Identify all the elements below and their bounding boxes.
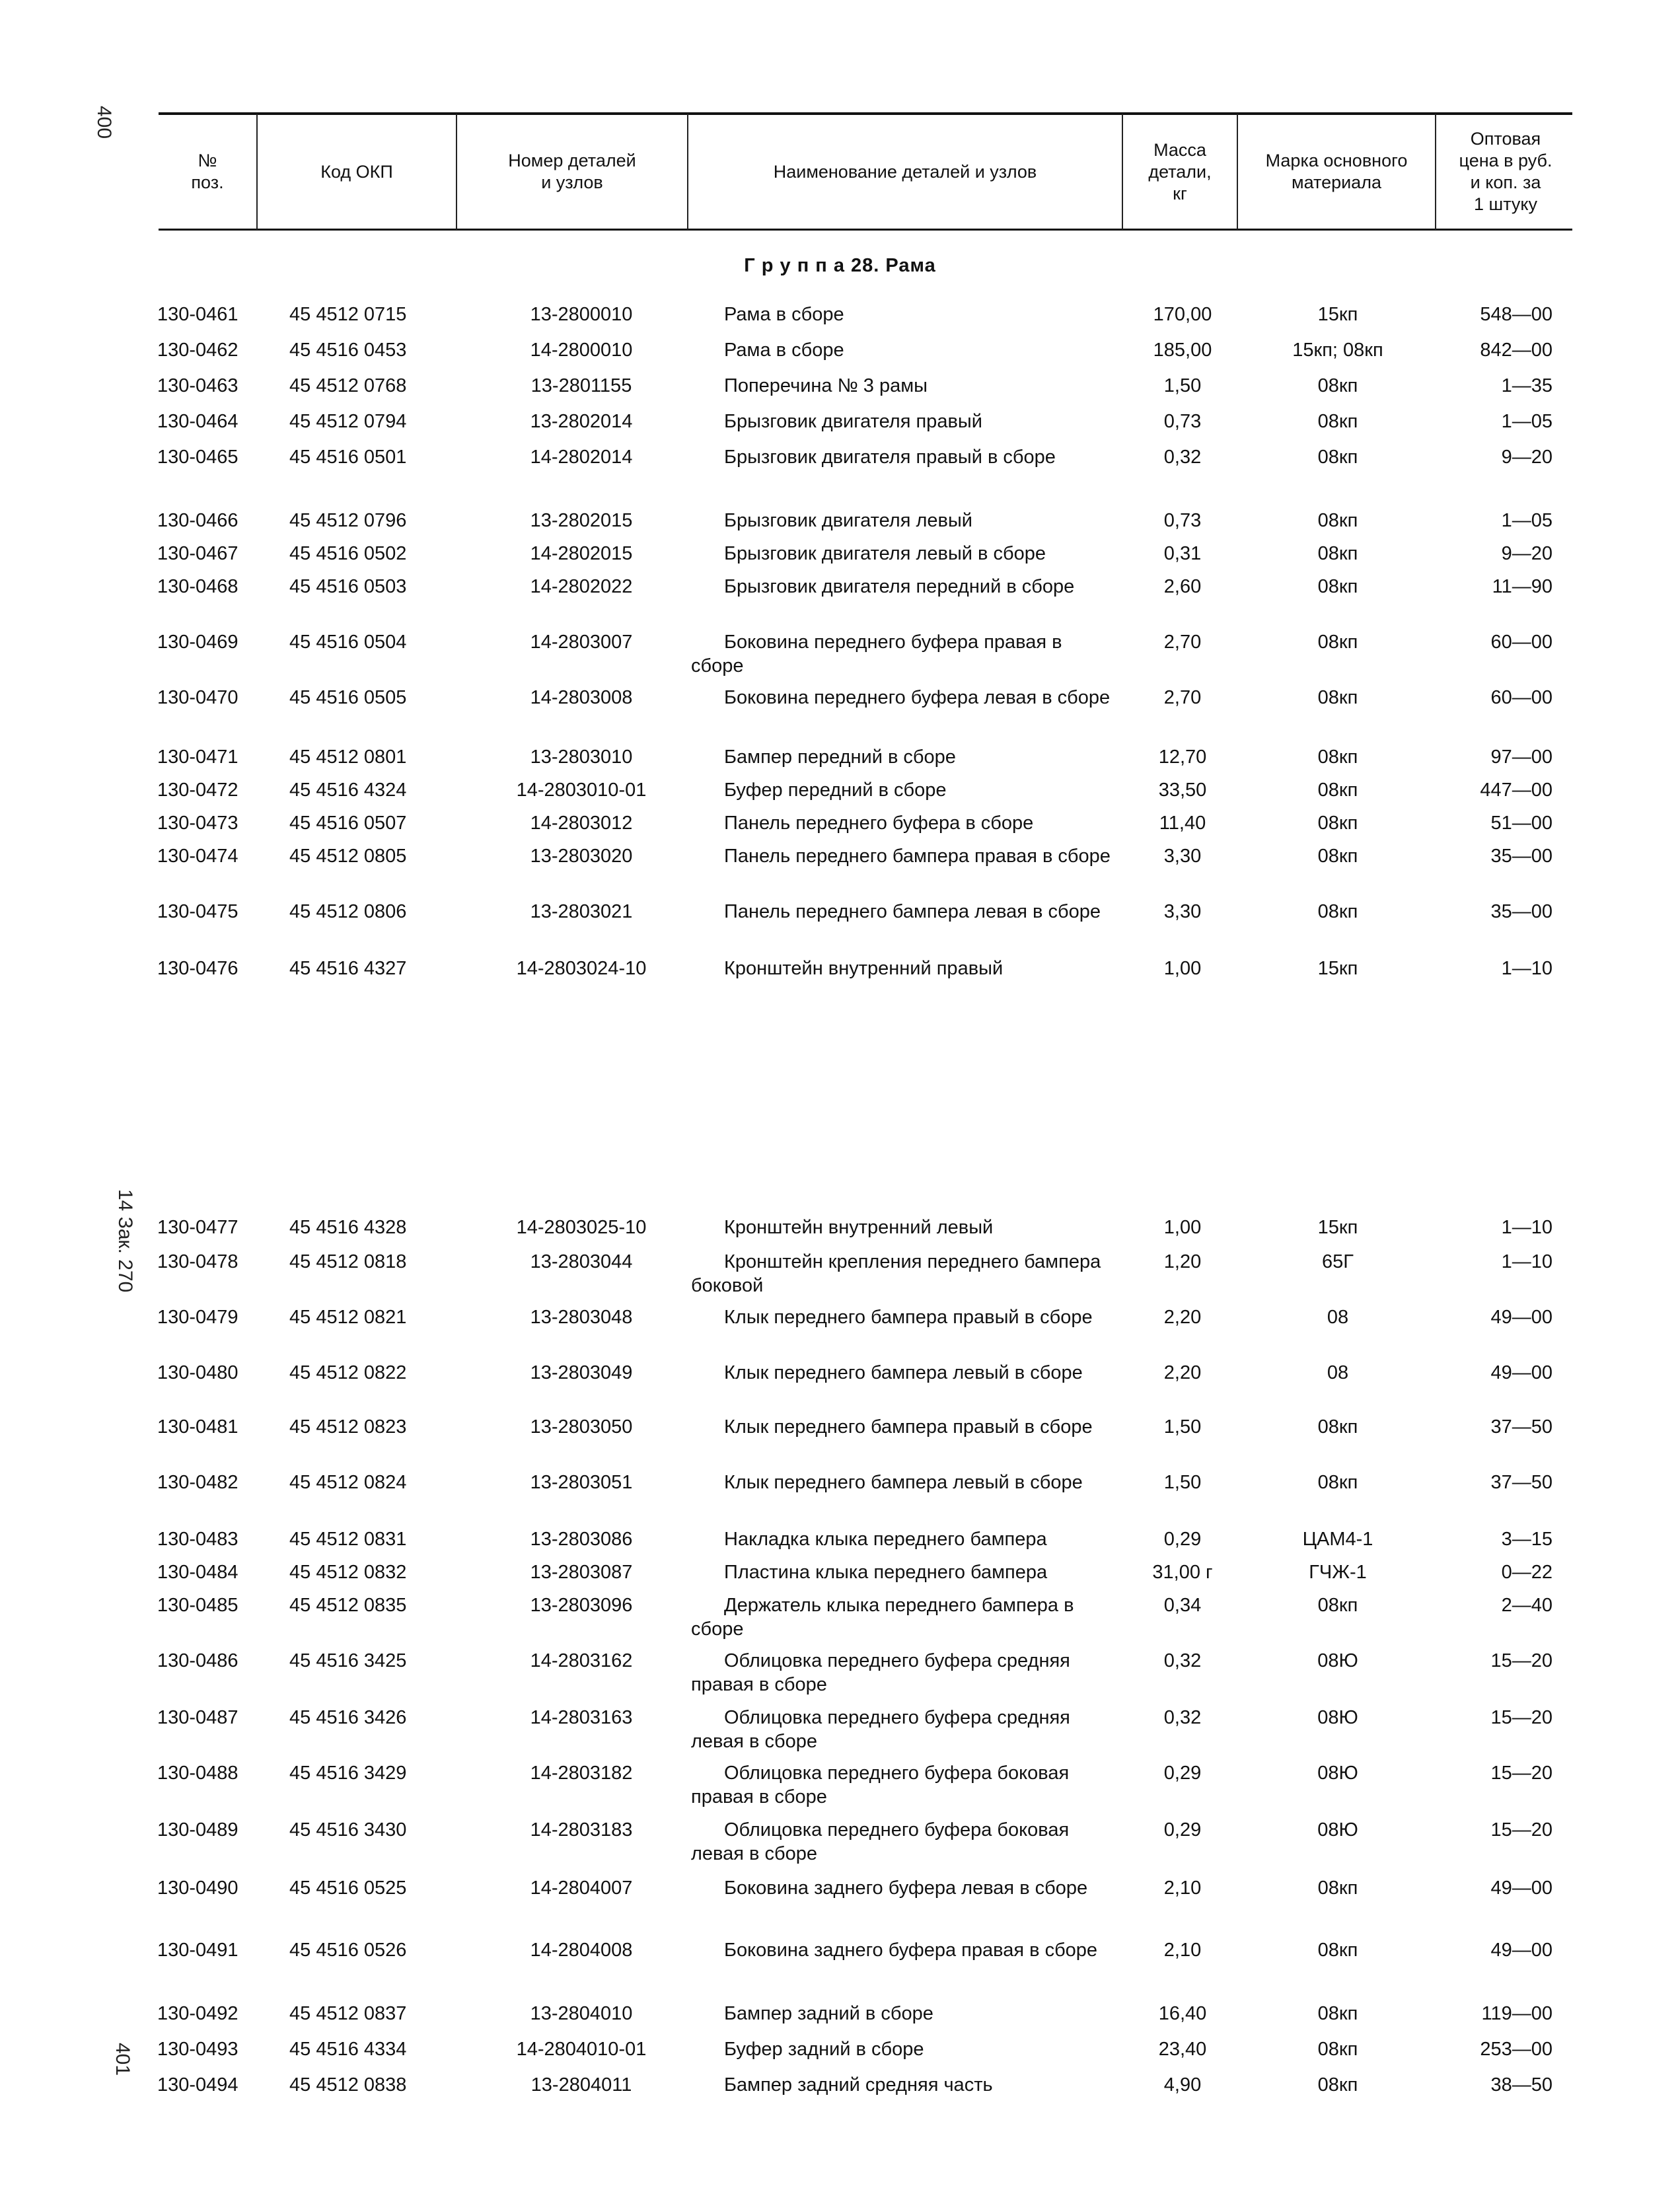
okp-code: 45 4512 0715 bbox=[289, 304, 407, 325]
price: 3—15 bbox=[1501, 1529, 1552, 1550]
material: 08кп bbox=[1317, 846, 1358, 867]
part-number: 14-2803162 bbox=[530, 1650, 633, 1671]
material: 08кп bbox=[1317, 2039, 1358, 2060]
okp-code: 45 4516 0526 bbox=[289, 1940, 407, 1961]
part-name: Брызговик двигателя передний в сборе bbox=[724, 576, 1075, 597]
part-number: 14-2803012 bbox=[530, 813, 633, 834]
part-name: Панель переднего бампера левая в сборе bbox=[724, 901, 1101, 922]
part-number: 14-2802015 bbox=[530, 543, 633, 564]
header-part-number: Номер деталей и узлов bbox=[508, 151, 636, 192]
part-number: 13-2803049 bbox=[530, 1362, 633, 1383]
part-name: Клык переднего бампера левый в сборе bbox=[724, 1472, 1083, 1493]
material: 08кп bbox=[1317, 1416, 1358, 1438]
material: 15кп bbox=[1317, 304, 1358, 325]
price: 38—50 bbox=[1490, 2074, 1552, 2096]
part-number: 14-2804008 bbox=[530, 1940, 633, 1961]
part-name: Держатель клыка переднего бампера в сборе bbox=[691, 1595, 1074, 1640]
mass: 1,50 bbox=[1163, 375, 1202, 396]
position-number: 130-0475 bbox=[157, 901, 238, 922]
okp-code: 45 4516 4327 bbox=[289, 958, 407, 979]
material: 08кп bbox=[1317, 747, 1358, 768]
mass: 0,29 bbox=[1163, 1763, 1202, 1784]
price: 2—40 bbox=[1501, 1595, 1552, 1616]
part-number: 13-2804010 bbox=[530, 2003, 633, 2024]
material: 65Г bbox=[1322, 1251, 1354, 1272]
mass: 1,50 bbox=[1163, 1472, 1202, 1493]
part-number: 13-2804011 bbox=[530, 2074, 632, 2096]
part-name: Панель переднего бампера правая в сборе bbox=[724, 846, 1111, 867]
part-number: 14-2803010-01 bbox=[516, 780, 647, 801]
position-number: 130-0472 bbox=[157, 780, 238, 801]
part-name: Клык переднего бампера правый в сборе bbox=[724, 1416, 1093, 1438]
material: ЦАМ4-1 bbox=[1302, 1529, 1373, 1550]
mass: 2,20 bbox=[1163, 1307, 1202, 1328]
price: 37—50 bbox=[1490, 1416, 1552, 1438]
position-number: 130-0468 bbox=[157, 576, 238, 597]
okp-code: 45 4516 0505 bbox=[289, 687, 407, 708]
price: 0—22 bbox=[1501, 1562, 1552, 1583]
material: 08кп bbox=[1317, 2003, 1358, 2024]
mass: 185,00 bbox=[1153, 340, 1212, 361]
part-name: Буфер задний в сборе bbox=[724, 2039, 924, 2060]
position-number: 130-0473 bbox=[157, 813, 238, 834]
mass: 0,29 bbox=[1163, 1529, 1202, 1550]
price: 1—05 bbox=[1501, 510, 1552, 531]
mass: 0,32 bbox=[1163, 1707, 1202, 1728]
part-number: 13-2803020 bbox=[530, 846, 633, 867]
part-name: Кронштейн внутренний правый bbox=[724, 958, 1004, 979]
mass: 0,31 bbox=[1163, 543, 1202, 564]
price: 1—05 bbox=[1501, 411, 1552, 432]
margin-note: 14 Зак. 270 bbox=[114, 1189, 136, 1293]
material: 08кп bbox=[1317, 411, 1358, 432]
material: 08кп bbox=[1317, 1472, 1358, 1493]
okp-code: 45 4512 0822 bbox=[289, 1362, 407, 1383]
position-number: 130-0483 bbox=[157, 1529, 238, 1550]
price: 9—20 bbox=[1501, 447, 1552, 468]
position-number: 130-0481 bbox=[157, 1416, 238, 1438]
price: 15—20 bbox=[1490, 1763, 1552, 1784]
position-number: 130-0469 bbox=[157, 632, 238, 653]
part-name: Боковина переднего буфера правая в сборе bbox=[691, 632, 1062, 676]
okp-code: 45 4516 0507 bbox=[289, 813, 407, 834]
part-number: 13-2803087 bbox=[530, 1562, 633, 1583]
part-number: 14-2804007 bbox=[530, 1878, 633, 1899]
material: 15кп bbox=[1317, 958, 1358, 979]
position-number: 130-0484 bbox=[157, 1562, 238, 1583]
page-number-bottom: 401 bbox=[112, 2043, 133, 2076]
part-name: Облицовка переднего буфера боковая левая в сборе bbox=[691, 1819, 1070, 1864]
okp-code: 45 4512 0821 bbox=[289, 1307, 407, 1328]
part-number: 14-2802014 bbox=[530, 447, 633, 468]
part-name: Рама в сборе bbox=[724, 304, 844, 325]
material: 08кп bbox=[1317, 632, 1358, 653]
mass: 1,20 bbox=[1163, 1251, 1202, 1272]
header-okp: Код ОКП bbox=[320, 161, 393, 182]
part-number: 14-2803008 bbox=[530, 687, 633, 708]
mass: 1,00 bbox=[1163, 958, 1202, 979]
price: 1—10 bbox=[1501, 958, 1552, 979]
mass: 23,40 bbox=[1158, 2039, 1207, 2060]
mass: 2,10 bbox=[1163, 1878, 1202, 1899]
position-number: 130-0487 bbox=[157, 1707, 238, 1728]
price: 60—00 bbox=[1490, 632, 1552, 653]
part-name: Облицовка переднего буфера боковая правая в сборе bbox=[691, 1763, 1070, 1807]
position-number: 130-0490 bbox=[157, 1878, 238, 1899]
okp-code: 45 4512 0818 bbox=[289, 1251, 407, 1272]
okp-code: 45 4516 0501 bbox=[289, 447, 407, 468]
okp-code: 45 4512 0835 bbox=[289, 1595, 407, 1616]
position-number: 130-0464 bbox=[157, 411, 238, 432]
position-number: 130-0474 bbox=[157, 846, 238, 867]
price: 49—00 bbox=[1490, 1940, 1552, 1961]
price: 15—20 bbox=[1490, 1650, 1552, 1671]
part-number: 14-2803024-10 bbox=[516, 958, 647, 979]
position-number: 130-0488 bbox=[157, 1763, 238, 1784]
material: 08Ю bbox=[1317, 1650, 1358, 1671]
part-name: Накладка клыка переднего бампера bbox=[724, 1529, 1047, 1550]
position-number: 130-0486 bbox=[157, 1650, 238, 1671]
price: 97—00 bbox=[1490, 747, 1552, 768]
part-name: Боковина переднего буфера левая в сборе bbox=[724, 687, 1111, 708]
group-title: Г р у п п а 28. Рама bbox=[744, 255, 936, 276]
mass: 0,73 bbox=[1163, 510, 1202, 531]
material: 08кп bbox=[1317, 813, 1358, 834]
position-number: 130-0477 bbox=[157, 1217, 238, 1238]
okp-code: 45 4516 0453 bbox=[289, 340, 407, 361]
okp-code: 45 4512 0796 bbox=[289, 510, 407, 531]
position-number: 130-0489 bbox=[157, 1819, 238, 1841]
mass: 3,30 bbox=[1163, 901, 1202, 922]
position-number: 130-0479 bbox=[157, 1307, 238, 1328]
mass: 0,73 bbox=[1163, 411, 1202, 432]
mass: 170,00 bbox=[1153, 304, 1212, 325]
position-number: 130-0463 bbox=[157, 375, 238, 396]
position-number: 130-0478 bbox=[157, 1251, 238, 1272]
part-name: Кронштейн крепления переднего бампера боковой bbox=[691, 1251, 1101, 1296]
price: 548—00 bbox=[1480, 304, 1552, 325]
mass: 33,50 bbox=[1158, 780, 1207, 801]
page-number-top: 400 bbox=[93, 106, 115, 139]
mass: 2,10 bbox=[1163, 1940, 1202, 1961]
material: 08Ю bbox=[1317, 1819, 1358, 1841]
material: 08кп bbox=[1317, 1595, 1358, 1616]
position-number: 130-0461 bbox=[157, 304, 238, 325]
price: 35—00 bbox=[1490, 846, 1552, 867]
position-number: 130-0492 bbox=[157, 2003, 238, 2024]
okp-code: 45 4516 0503 bbox=[289, 576, 407, 597]
material: ГЧЖ-1 bbox=[1309, 1562, 1367, 1583]
part-name: Брызговик двигателя левый bbox=[724, 510, 972, 531]
position-number: 130-0462 bbox=[157, 340, 238, 361]
part-name: Брызговик двигателя правый в сборе bbox=[724, 447, 1056, 468]
okp-code: 45 4516 0525 bbox=[289, 1878, 407, 1899]
position-number: 130-0476 bbox=[157, 958, 238, 979]
position-number: 130-0465 bbox=[157, 447, 238, 468]
position-number: 130-0480 bbox=[157, 1362, 238, 1383]
part-number: 14-2804010-01 bbox=[516, 2039, 647, 2060]
okp-code: 45 4516 0504 bbox=[289, 632, 407, 653]
price: 49—00 bbox=[1490, 1878, 1552, 1899]
position-number: 130-0482 bbox=[157, 1472, 238, 1493]
part-name: Облицовка переднего буфера средняя левая в сборе bbox=[691, 1707, 1070, 1752]
price: 253—00 bbox=[1480, 2039, 1552, 2060]
material: 08кп bbox=[1317, 576, 1358, 597]
position-number: 130-0493 bbox=[157, 2039, 238, 2060]
okp-code: 45 4512 0805 bbox=[289, 846, 407, 867]
part-number: 14-2803163 bbox=[530, 1707, 633, 1728]
price: 1—35 bbox=[1501, 375, 1552, 396]
mass: 11,40 bbox=[1159, 813, 1206, 834]
part-number: 13-2803044 bbox=[530, 1251, 633, 1272]
part-name: Клык переднего бампера левый в сборе bbox=[724, 1362, 1083, 1383]
price: 119—00 bbox=[1481, 2003, 1552, 2024]
okp-code: 45 4512 0837 bbox=[289, 2003, 407, 2024]
part-number: 14-2803007 bbox=[530, 632, 633, 653]
okp-code: 45 4512 0831 bbox=[289, 1529, 407, 1550]
part-name: Боковина заднего буфера левая в сборе bbox=[724, 1878, 1088, 1899]
okp-code: 45 4512 0824 bbox=[289, 1472, 407, 1493]
price: 51—00 bbox=[1490, 813, 1552, 834]
part-number: 13-2803048 bbox=[530, 1307, 633, 1328]
material: 08кп bbox=[1317, 687, 1358, 708]
mass: 16,40 bbox=[1158, 2003, 1207, 2024]
price: 1—10 bbox=[1501, 1251, 1552, 1272]
okp-code: 45 4512 0832 bbox=[289, 1562, 407, 1583]
material: 08Ю bbox=[1317, 1763, 1358, 1784]
price: 447—00 bbox=[1480, 780, 1552, 801]
okp-code: 45 4516 3426 bbox=[289, 1707, 407, 1728]
price: 11—90 bbox=[1492, 576, 1552, 597]
okp-code: 45 4516 4328 bbox=[289, 1217, 407, 1238]
mass: 12,70 bbox=[1158, 747, 1207, 768]
okp-code: 45 4516 4334 bbox=[289, 2039, 407, 2060]
part-number: 13-2800010 bbox=[530, 304, 633, 325]
okp-code: 45 4516 3430 bbox=[289, 1819, 407, 1841]
mass: 0,34 bbox=[1163, 1595, 1202, 1616]
part-name: Брызговик двигателя левый в сборе bbox=[724, 543, 1046, 564]
material: 08кп bbox=[1317, 1940, 1358, 1961]
material: 08кп bbox=[1317, 1878, 1358, 1899]
part-number: 14-2803183 bbox=[530, 1819, 633, 1841]
material: 08кп bbox=[1317, 510, 1358, 531]
part-name: Бампер задний в сборе bbox=[724, 2003, 933, 2024]
part-name: Брызговик двигателя правый bbox=[724, 411, 982, 432]
position-number: 130-0485 bbox=[157, 1595, 238, 1616]
okp-code: 45 4512 0838 bbox=[289, 2074, 407, 2096]
price: 9—20 bbox=[1501, 543, 1552, 564]
price: 1—10 bbox=[1501, 1217, 1552, 1238]
part-number: 13-2802015 bbox=[530, 510, 633, 531]
part-name: Бампер передний в сборе bbox=[724, 747, 956, 768]
okp-code: 45 4516 4324 bbox=[289, 780, 407, 801]
part-name: Панель переднего буфера в сборе bbox=[724, 813, 1034, 834]
part-number: 13-2803086 bbox=[530, 1529, 633, 1550]
part-name: Облицовка переднего буфера средняя правая в сборе bbox=[691, 1650, 1070, 1695]
part-number: 13-2803021 bbox=[530, 901, 633, 922]
price: 49—00 bbox=[1490, 1362, 1552, 1383]
mass: 4,90 bbox=[1163, 2074, 1202, 2096]
material: 15кп bbox=[1317, 1217, 1358, 1238]
part-name: Поперечина № 3 рамы bbox=[724, 375, 928, 396]
position-number: 130-0470 bbox=[157, 687, 238, 708]
okp-code: 45 4516 3429 bbox=[289, 1763, 407, 1784]
price: 15—20 bbox=[1490, 1707, 1552, 1728]
part-number: 13-2803010 bbox=[530, 747, 633, 768]
price: 37—50 bbox=[1490, 1472, 1552, 1493]
material: 15кп; 08кп bbox=[1292, 340, 1383, 361]
mass: 2,20 bbox=[1163, 1362, 1202, 1383]
material: 08кп bbox=[1317, 2074, 1358, 2096]
mass: 2,60 bbox=[1163, 576, 1202, 597]
mass: 0,32 bbox=[1163, 1650, 1202, 1671]
okp-code: 45 4512 0806 bbox=[289, 901, 407, 922]
part-name: Буфер передний в сборе bbox=[724, 780, 947, 801]
okp-code: 45 4512 0823 bbox=[289, 1416, 407, 1438]
position-number: 130-0491 bbox=[157, 1940, 238, 1961]
okp-code: 45 4516 3425 bbox=[289, 1650, 407, 1671]
part-number: 13-2803050 bbox=[530, 1416, 633, 1438]
header-material: Марка основного материала bbox=[1265, 151, 1408, 192]
part-number: 14-2803025-10 bbox=[516, 1217, 647, 1238]
part-number: 14-2802022 bbox=[530, 576, 633, 597]
part-number: 14-2800010 bbox=[530, 340, 633, 361]
price: 15—20 bbox=[1490, 1819, 1552, 1841]
material: 08 bbox=[1327, 1362, 1349, 1383]
okp-code: 45 4512 0794 bbox=[289, 411, 407, 432]
material: 08Ю bbox=[1317, 1707, 1358, 1728]
header-pos: № поз. bbox=[191, 151, 224, 192]
mass: 1,00 bbox=[1163, 1217, 1202, 1238]
part-name: Рама в сборе bbox=[724, 340, 844, 361]
material: 08кп bbox=[1317, 375, 1358, 396]
part-number: 14-2803182 bbox=[530, 1763, 633, 1784]
part-name: Кронштейн внутренний левый bbox=[724, 1217, 994, 1238]
header-name: Наименование деталей и узлов bbox=[773, 161, 1037, 182]
material: 08кп bbox=[1317, 901, 1358, 922]
mass: 1,50 bbox=[1163, 1416, 1202, 1438]
position-number: 130-0467 bbox=[157, 543, 238, 564]
price: 35—00 bbox=[1490, 901, 1552, 922]
part-name: Бампер задний средняя часть bbox=[724, 2074, 993, 2096]
part-number: 13-2801155 bbox=[530, 375, 632, 396]
okp-code: 45 4512 0768 bbox=[289, 375, 407, 396]
price: 842—00 bbox=[1480, 340, 1552, 361]
position-number: 130-0466 bbox=[157, 510, 238, 531]
header-price: Оптовая цена в руб. и коп. за 1 штуку bbox=[1459, 129, 1552, 214]
material: 08кп bbox=[1317, 447, 1358, 468]
part-name: Пластина клыка переднего бампера bbox=[724, 1562, 1048, 1583]
part-number: 13-2803096 bbox=[530, 1595, 633, 1616]
position-number: 130-0494 bbox=[157, 2074, 238, 2096]
position-number: 130-0471 bbox=[157, 747, 238, 768]
okp-code: 45 4516 0502 bbox=[289, 543, 407, 564]
mass: 3,30 bbox=[1163, 846, 1202, 867]
price: 60—00 bbox=[1490, 687, 1552, 708]
material: 08кп bbox=[1317, 543, 1358, 564]
material: 08 bbox=[1327, 1307, 1349, 1328]
part-number: 13-2803051 bbox=[530, 1472, 633, 1493]
mass: 2,70 bbox=[1163, 632, 1202, 653]
mass: 31,00 г bbox=[1152, 1562, 1213, 1583]
part-name: Клык переднего бампера правый в сборе bbox=[724, 1307, 1093, 1328]
mass: 0,32 bbox=[1163, 447, 1202, 468]
material: 08кп bbox=[1317, 780, 1358, 801]
mass: 0,29 bbox=[1163, 1819, 1202, 1841]
header-mass: Масса детали, кг bbox=[1148, 139, 1212, 203]
price: 49—00 bbox=[1490, 1307, 1552, 1328]
part-number: 13-2802014 bbox=[530, 411, 633, 432]
part-name: Боковина заднего буфера правая в сборе bbox=[724, 1940, 1098, 1961]
okp-code: 45 4512 0801 bbox=[289, 747, 407, 768]
mass: 2,70 bbox=[1163, 687, 1202, 708]
